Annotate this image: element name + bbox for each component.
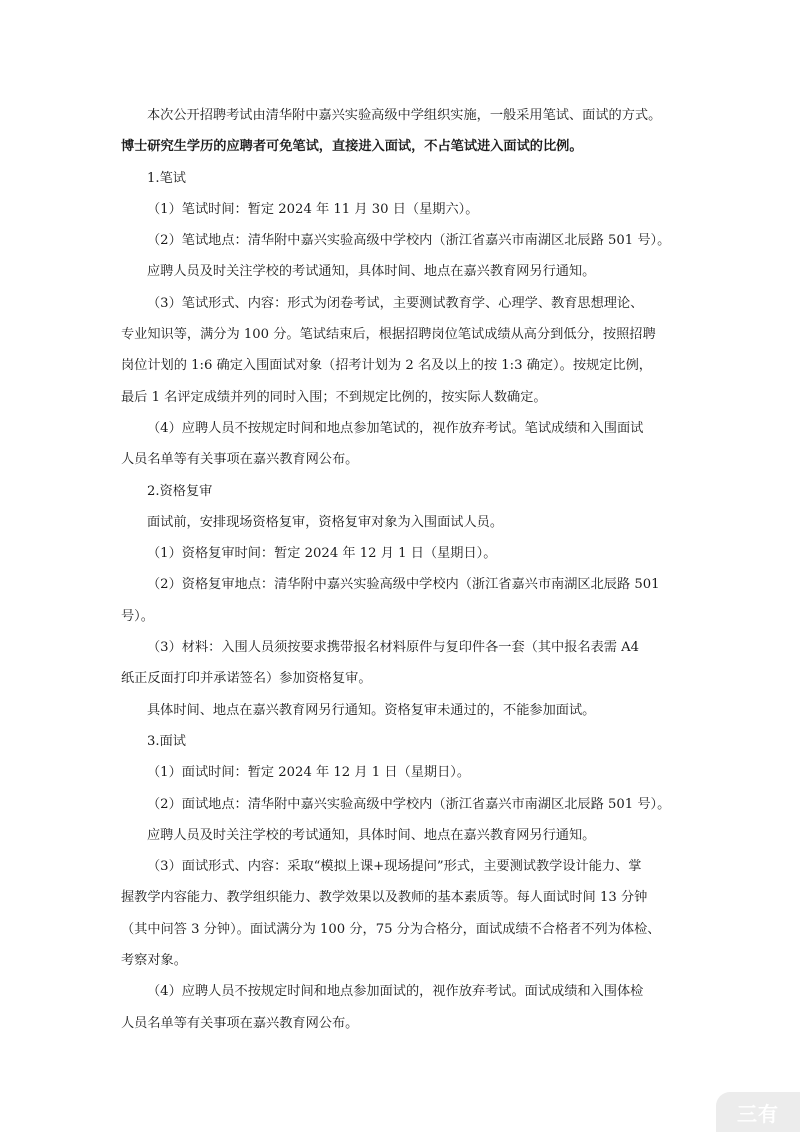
text-line: 本次公开招聘考试由清华附中嘉兴实验高级中学组织实施，一般采用笔试、面试的方式。 [147, 108, 662, 123]
text-line: （2）笔试地点：清华附中嘉兴实验高级中学校内（浙江省嘉兴市南湖区北辰路 501 号）。 [147, 233, 671, 249]
text-line: 岗位计划的 1:6 确定入围面试对象（招考计划为 2 名及以上的按 1:3 确定）。按规定比例， [121, 358, 652, 374]
text-line: （2）资格复审地点：清华附中嘉兴实验高级中学校内（浙江省嘉兴市南湖区北辰路 501 [147, 577, 660, 593]
text-line: 面试前，安排现场资格复审，资格复审对象为入围面试人员。 [147, 514, 504, 530]
text-line: （4）应聘人员不按规定时间和地点参加笔试的，视作放弃考试。笔试成绩和入围面试 [147, 420, 644, 436]
text-line: （1）资格复审时间：暂定 2024 年 12 月 1 日（星期日）。 [147, 546, 497, 562]
text-line: 考察对象。 [121, 953, 187, 969]
text-line: 应聘人员及时关注学校的考试通知，具体时间、地点在嘉兴教育网另行通知。 [147, 827, 596, 843]
watermark-text: 三有 [737, 1101, 779, 1126]
text-line: （2）面试地点：清华附中嘉兴实验高级中学校内（浙江省嘉兴市南湖区北辰路 501 号）。 [147, 796, 671, 812]
text-line: （3）材料：入围人员须按要求携带报名材料原件与复印件各一套（其中报名表需 A4 [147, 640, 640, 656]
text-line: 号）。 [121, 608, 154, 624]
text-line: （4）应聘人员不按规定时间和地点参加面试的，视作放弃考试。面试成绩和入围体检 [147, 984, 644, 1000]
text-line: 2.资格复审 [147, 483, 213, 499]
text-line: 3.面试 [147, 733, 186, 749]
text-line: （3）笔试形式、内容：形式为闭卷考试，主要测试教育学、心理学、教育思想理论、 [147, 295, 644, 311]
text-line: （3）面试形式、内容：采取“模拟上课+现场提问”形式，主要测试教学设计能力、掌 [147, 859, 642, 875]
bold-text-line: 博士研究生学历的应聘者可免笔试，直接进入面试，不占笔试进入面试的比例。 [121, 139, 583, 155]
text-line: 应聘人员及时关注学校的考试通知，具体时间、地点在嘉兴教育网另行通知。 [147, 264, 596, 280]
text-line: 具体时间、地点在嘉兴教育网另行通知。资格复审未通过的，不能参加面试。 [147, 702, 596, 718]
watermark-logo [716, 1092, 800, 1132]
text-line: （其中问答 3 分钟）。面试满分为 100 分，75 分为合格分，面试成绩不合格者不列为体检、 [121, 921, 661, 937]
text-line: 专业知识等，满分为 100 分。笔试结束后，根据招聘岗位笔试成绩从高分到低分，按照招聘 [121, 327, 656, 343]
text-line: 人员名单等有关事项在嘉兴教育网公布。 [121, 1015, 359, 1031]
text-line: 握教学内容能力、教学组织能力、教学效果以及教师的基本素质等。每人面试时间 13 分钟 [121, 890, 648, 906]
text-line: （1）笔试时间：暂定 2024 年 11 月 30 日（星期六）。 [147, 201, 479, 217]
text-line: 人员名单等有关事项在嘉兴教育网公布。 [121, 452, 359, 468]
document-body [121, 100, 681, 1039]
text-line: 1.笔试 [147, 170, 186, 186]
text-line: 最后 1 名评定成绩并列的同时入围；不到规定比例的，按实际人数确定。 [121, 389, 547, 405]
text-line: 纸正反面打印并承诺签名）参加资格复审。 [121, 671, 372, 687]
text-line: （1）面试时间：暂定 2024 年 12 月 1 日（星期日）。 [147, 765, 471, 781]
